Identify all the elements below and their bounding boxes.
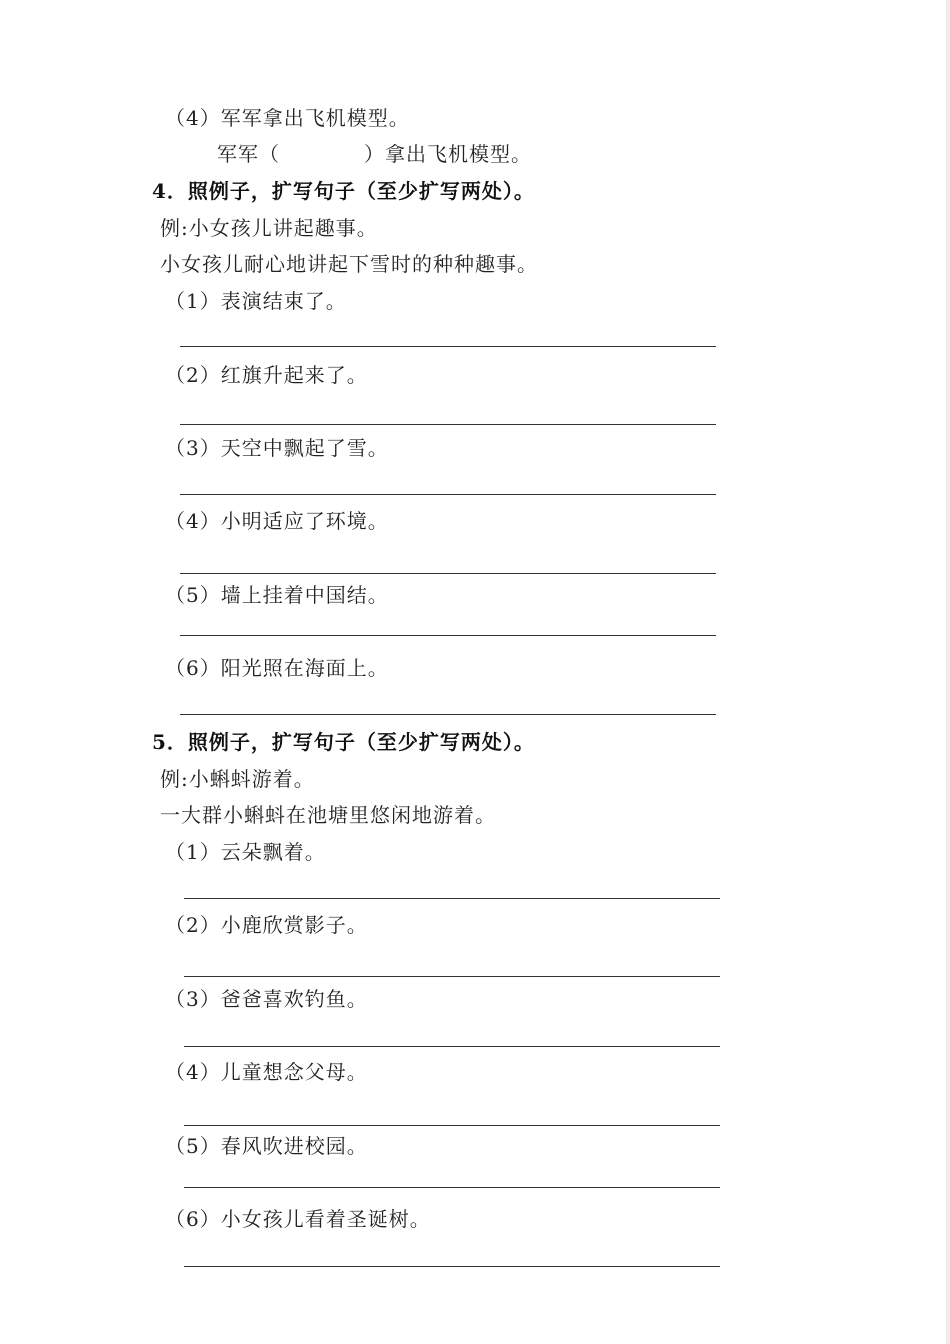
answer-line[interactable] bbox=[180, 424, 716, 425]
answer-line[interactable] bbox=[184, 1046, 720, 1047]
answer-line[interactable] bbox=[180, 714, 716, 715]
section-4-item-4: （4）小明适应了环境。 bbox=[165, 509, 389, 533]
section-4-example-answer: 小女孩儿耐心地讲起下雪时的种种趣事。 bbox=[160, 252, 538, 276]
section-4-heading: 4．照例子，扩写句子（至少扩写两处）。 bbox=[152, 179, 535, 203]
section-4-item-6: （6）阳光照在海面上。 bbox=[165, 656, 389, 680]
answer-line[interactable] bbox=[184, 898, 720, 899]
page-edge-shadow bbox=[946, 0, 950, 1344]
exercise-item: （4）军军拿出飞机模型。 bbox=[165, 106, 410, 130]
answer-line[interactable] bbox=[184, 1187, 720, 1188]
section-5-item-3: （3）爸爸喜欢钓鱼。 bbox=[165, 987, 368, 1011]
answer-line[interactable] bbox=[180, 573, 716, 574]
section-4-item-3: （3）天空中飘起了雪。 bbox=[165, 436, 389, 460]
section-4-example: 例:小女孩儿讲起趣事。 bbox=[160, 216, 378, 240]
section-5-item-1: （1）云朵飘着。 bbox=[165, 840, 326, 864]
section-4-item-2: （2）红旗升起来了。 bbox=[165, 363, 368, 387]
answer-line[interactable] bbox=[184, 1266, 720, 1267]
section-5-heading: 5．照例子，扩写句子（至少扩写两处）。 bbox=[152, 730, 535, 754]
section-5-example-answer: 一大群小蝌蚪在池塘里悠闲地游着。 bbox=[160, 803, 496, 827]
answer-line[interactable] bbox=[184, 976, 720, 977]
section-5-item-6: （6）小女孩儿看着圣诞树。 bbox=[165, 1207, 431, 1231]
fill-in-blank-sentence: 军军（ ）拿出飞机模型。 bbox=[217, 142, 532, 166]
section-5-item-4: （4）儿童想念父母。 bbox=[165, 1060, 368, 1084]
answer-line[interactable] bbox=[180, 346, 716, 347]
answer-line[interactable] bbox=[180, 635, 716, 636]
answer-line[interactable] bbox=[180, 494, 716, 495]
section-4-item-5: （5）墙上挂着中国结。 bbox=[165, 583, 389, 607]
section-5-item-2: （2）小鹿欣赏影子。 bbox=[165, 913, 368, 937]
section-5-example: 例:小蝌蚪游着。 bbox=[160, 767, 315, 791]
answer-line[interactable] bbox=[184, 1125, 720, 1126]
section-4-item-1: （1）表演结束了。 bbox=[165, 289, 347, 313]
section-5-item-5: （5）春风吹进校园。 bbox=[165, 1134, 368, 1158]
